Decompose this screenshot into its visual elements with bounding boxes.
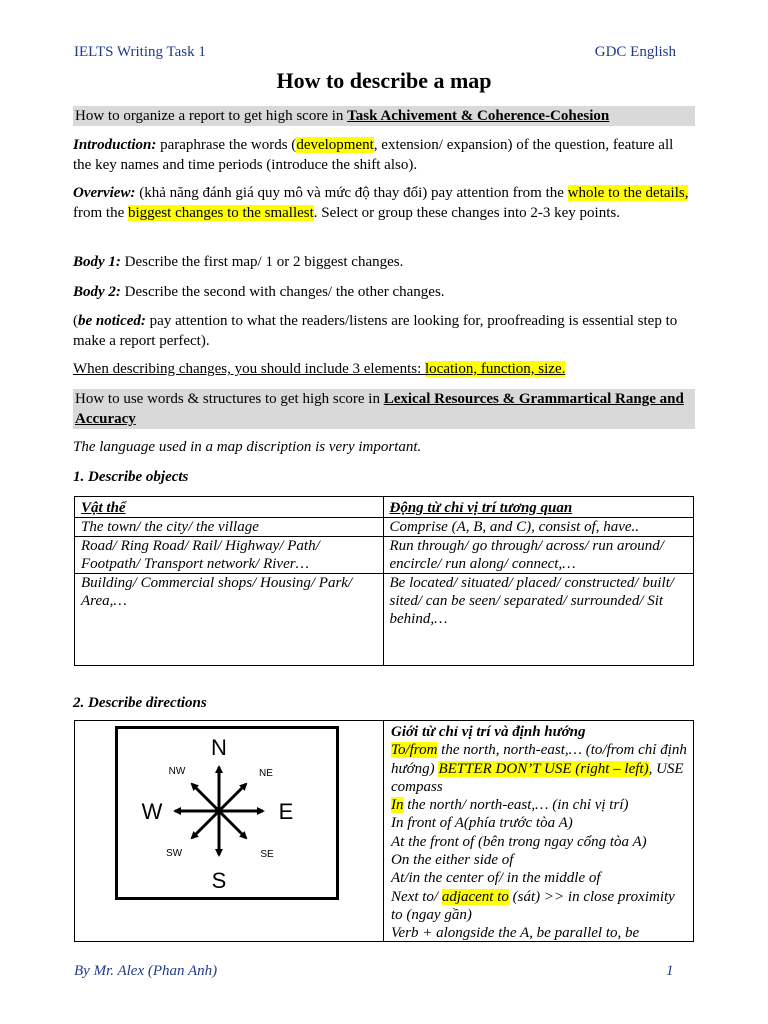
page-number: 1 — [666, 963, 674, 979]
section-heading-link: Task Achivement & Coherence-Cohesion — [347, 108, 610, 124]
list-item: Verb + alongside the A, be parallel to, be — [391, 925, 640, 942]
compass-label-s: S — [211, 868, 227, 893]
table-header-cell: Vật thể — [75, 497, 384, 518]
table-cell: Building/ Commercial shops/ Housing/ Park/ Area,… — [75, 574, 384, 666]
header-right: GDC English — [594, 44, 676, 60]
describe-directions-table — [74, 720, 694, 942]
compass-label-n: N — [211, 735, 227, 760]
table-cell: Be located/ situated/ placed/ constructed/ built/ sited/ can be seen/ separated/ surrounded/ Sit behind,… — [383, 574, 694, 666]
header-left: IELTS Writing Task 1 — [74, 44, 206, 60]
table-cell: Comprise (A, B, and C), consist of, have.. — [383, 518, 694, 537]
describe-directions-heading: 2. Describe directions — [73, 695, 207, 711]
table-row — [75, 537, 694, 574]
directions-list — [391, 723, 689, 943]
noticed-paragraph: (be noticed: pay attention to what the readers/listens are looking for, proofreading is essential step to make a report perfect). — [73, 313, 678, 349]
compass-label-sw: SW — [165, 848, 183, 859]
compass-rose-icon — [118, 729, 336, 897]
list-item: In front of A(phía trước tòa A) — [391, 815, 573, 832]
list-item: On the either side of — [391, 852, 514, 869]
list-item: In the north/ north-east,… (in chỉ vị trí) — [391, 797, 629, 814]
elements-paragraph: When describing changes, you should include 3 elements: location, function, size. — [73, 361, 566, 377]
compass-label-ne: NE — [259, 768, 273, 779]
describe-objects-heading: 1. Describe objects — [73, 469, 189, 485]
table-divider — [383, 721, 384, 941]
page-title: How to describe a map — [276, 68, 492, 93]
list-item: At/in the center of/ in the middle of — [391, 870, 601, 887]
compass-label-e: E — [278, 799, 294, 824]
overview-paragraph: Overview: (khả năng đánh giá quy mô và mức độ thay đổi) pay attention from the whole to the details, from the biggest changes to the smallest. Select or group these changes into 2-3 key points. — [73, 185, 689, 221]
table-cell: The town/ the city/ the village — [75, 518, 384, 537]
section-heading-task-achievement: How to organize a report to get high score in Task Achivement & Coherence-Cohesion — [73, 106, 695, 126]
table-header-row — [75, 497, 694, 518]
directions-header: Giới từ chỉ vị trí và định hướng — [391, 724, 586, 740]
list-item: Next to/ adjacent to (sát) >> in close proximity to (ngay gần) — [391, 888, 675, 923]
compass-label-nw: NW — [168, 766, 186, 777]
footer-author: By Mr. Alex (Phan Anh) — [74, 963, 218, 979]
list-item: At the front of (bên trong ngay cổng tòa A) — [391, 833, 647, 850]
language-note: The language used in a map discription is very important. — [73, 439, 422, 455]
compass-label-se: SE — [260, 849, 274, 860]
compass-image — [115, 726, 339, 900]
section-heading-link: Lexical Resources & Grammartical Range and Accuracy — [75, 391, 684, 427]
table-header-cell: Động từ chỉ vị trí tương quan — [383, 497, 694, 518]
compass-label-w: W — [141, 799, 163, 824]
body1-paragraph: Body 1: Describe the first map/ 1 or 2 biggest changes. — [73, 254, 404, 270]
table-row — [75, 518, 694, 537]
table-row — [75, 574, 694, 666]
introduction-paragraph: Introduction: paraphrase the words (development, extension/ expansion) of the question, feature all the key names and time periods (introduce the shift also). — [73, 137, 674, 173]
table-cell: Run through/ go through/ across/ run around/ encircle/ run along/ connect,… — [383, 537, 694, 574]
section-heading-lexical: How to use words & structures to get high score in Lexical Resources & Grammartical Range and Accuracy — [73, 389, 695, 429]
list-item: To/from the north, north-east,… (to/from chỉ định hướng) BETTER DON’T USE (right – left), USE compass — [391, 742, 687, 795]
describe-objects-table — [74, 496, 694, 666]
body2-paragraph: Body 2: Describe the second with changes/ the other changes. — [73, 284, 445, 300]
table-cell: Road/ Ring Road/ Rail/ Highway/ Path/ Footpath/ Transport network/ River… — [75, 537, 384, 574]
